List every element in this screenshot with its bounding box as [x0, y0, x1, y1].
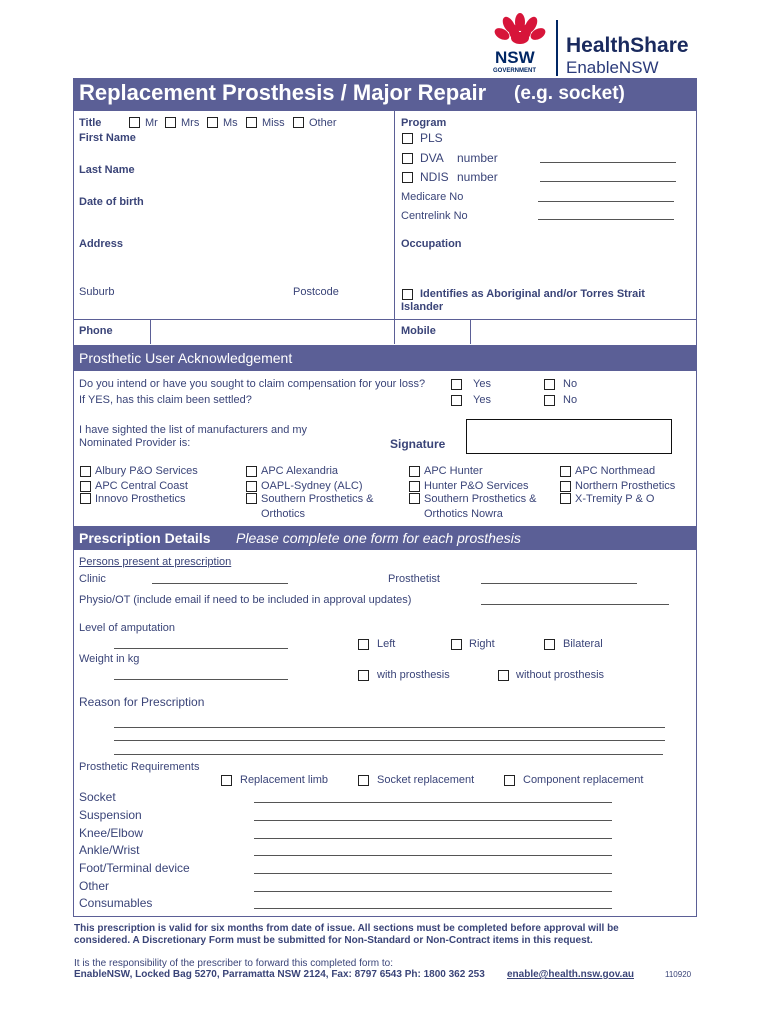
requirements-label: Prosthetic Requirements — [79, 761, 200, 773]
provider-apc-alexandria-label: APC Alexandria — [261, 465, 339, 477]
component-consumables-label: Consumables — [79, 896, 153, 910]
last-name-label: Last Name — [79, 164, 135, 176]
centrelink-label: Centrelink No — [401, 210, 468, 222]
provider-southern-label-line1: Southern Prosthetics & — [261, 493, 374, 505]
provider-southern-label-line2: Orthotics — [261, 508, 306, 520]
title-miss-checkbox[interactable] — [246, 117, 257, 128]
provider-oapl-checkbox[interactable] — [246, 481, 257, 492]
provider-apc-northmead-label: APC Northmead — [575, 465, 656, 477]
title-label: Title — [79, 117, 102, 129]
dva-number-label: number — [457, 151, 498, 165]
provider-apc-northmead-checkbox[interactable] — [560, 466, 571, 477]
component-ankle-wrist-label: Ankle/Wrist — [79, 843, 140, 857]
title-ms-checkbox[interactable] — [207, 117, 218, 128]
divider-phone — [150, 319, 151, 344]
provider-innovo-checkbox[interactable] — [80, 493, 91, 504]
provider-apc-alexandria-checkbox[interactable] — [246, 466, 257, 477]
medicare-label: Medicare No — [401, 191, 464, 203]
provider-hunter-po-checkbox[interactable] — [409, 481, 420, 492]
physio-field[interactable] — [481, 604, 669, 605]
provider-albury-label: Albury P&O Services — [95, 465, 198, 477]
title-mr-checkbox[interactable] — [129, 117, 140, 128]
ndis-number-field[interactable] — [540, 181, 676, 182]
centrelink-field[interactable] — [538, 219, 674, 220]
sighted-text-line2: Nominated Provider is: — [79, 437, 191, 449]
bilateral-label: Bilateral — [563, 638, 603, 650]
provider-xtremity-label: X-Tremity P & O — [575, 493, 655, 505]
provider-albury-checkbox[interactable] — [80, 466, 91, 477]
provider-southern-nowra-checkbox[interactable] — [409, 493, 420, 504]
right-checkbox[interactable] — [451, 639, 462, 650]
component-consumables-field[interactable] — [254, 908, 612, 909]
right-label: Right — [469, 638, 495, 650]
component-other-field[interactable] — [254, 891, 612, 892]
signature-label: Signature — [390, 437, 446, 451]
compensation-no-label: No — [563, 378, 578, 390]
dva-checkbox[interactable] — [402, 153, 413, 164]
physio-label: Physio/OT (include email if need to be included in approval updates) — [79, 594, 412, 606]
footer-email-link[interactable]: enable@health.nsw.gov.au — [507, 969, 634, 980]
settled-no-label: No — [563, 394, 578, 406]
divider-phone-top — [73, 319, 697, 320]
title-band — [73, 78, 697, 111]
reason-label: Reason for Prescription — [79, 695, 205, 709]
ack-band — [73, 345, 697, 371]
component-knee-elbow-label: Knee/Elbow — [79, 826, 144, 840]
compensation-question: Do you intend or have you sought to claim compensation for your loss? — [79, 378, 426, 390]
without-prosthesis-checkbox[interactable] — [498, 670, 509, 681]
compensation-no-checkbox[interactable] — [544, 379, 555, 390]
aboriginal-label-line2: Islander — [401, 301, 444, 313]
title-miss-label: Miss — [262, 117, 285, 129]
with-prosthesis-label: with prosthesis — [377, 669, 450, 681]
rx-subheading: Please complete one form for each prosthesis — [236, 530, 521, 546]
provider-apc-hunter-checkbox[interactable] — [409, 466, 420, 477]
pls-label: PLS — [420, 131, 443, 145]
provider-innovo-label: Innovo Prosthetics — [95, 493, 186, 505]
without-prosthesis-label: without prosthesis — [516, 669, 605, 681]
weight-field[interactable] — [114, 679, 288, 680]
logo-divider — [556, 20, 558, 76]
rx-band — [73, 526, 697, 550]
medicare-field[interactable] — [538, 201, 674, 202]
settled-question: If YES, has this claim been settled? — [79, 394, 252, 406]
logo-enablensw: EnableNSW — [566, 58, 659, 77]
with-prosthesis-checkbox[interactable] — [358, 670, 369, 681]
bilateral-checkbox[interactable] — [544, 639, 555, 650]
aboriginal-checkbox[interactable] — [402, 289, 413, 300]
first-name-label: First Name — [79, 132, 136, 144]
title-mrs-label: Mrs — [181, 117, 200, 129]
divider-mobile — [470, 319, 471, 344]
suburb-label: Suburb — [79, 286, 115, 298]
provider-southern-nowra-label-line2: Orthotics Nowra — [424, 508, 503, 520]
sighted-text-line1: I have sighted the list of manufacturers and my — [79, 424, 308, 436]
ndis-number-label: number — [457, 170, 498, 184]
footer-address: EnableNSW, Locked Bag 5270, Parramatta NSW 2124, Fax: 8797 6543 Ph: 1800 362 253 — [74, 969, 485, 980]
page-title: Replacement Prosthesis / Major Repair — [79, 80, 487, 105]
prosthetist-field[interactable] — [481, 583, 637, 584]
title-mrs-checkbox[interactable] — [165, 117, 176, 128]
component-other-label: Other — [79, 879, 110, 893]
replacement-limb-checkbox[interactable] — [221, 775, 232, 786]
persons-present-label: Persons present at prescription — [79, 556, 232, 568]
divider-personal-program — [394, 111, 395, 344]
settled-yes-label: Yes — [473, 394, 491, 406]
pls-checkbox[interactable] — [402, 133, 413, 144]
logo-nsw: NSW — [495, 48, 535, 67]
logo-healthshare: HealthShare — [566, 34, 689, 57]
component-replacement-label: Component replacement — [523, 774, 644, 786]
postcode-label: Postcode — [293, 286, 339, 298]
form-frame — [73, 110, 697, 917]
provider-northern-label: Northern Prosthetics — [575, 480, 676, 492]
dva-number-field[interactable] — [540, 162, 676, 163]
ndis-checkbox[interactable] — [402, 172, 413, 183]
provider-northern-checkbox[interactable] — [560, 481, 571, 492]
dob-label: Date of birth — [79, 196, 144, 208]
title-other-checkbox[interactable] — [293, 117, 304, 128]
provider-hunter-po-label: Hunter P&O Services — [424, 480, 529, 492]
component-knee-elbow-field[interactable] — [254, 838, 612, 839]
component-socket-label: Socket — [79, 790, 116, 804]
socket-replacement-label: Socket replacement — [377, 774, 475, 786]
amputation-field[interactable] — [114, 648, 288, 649]
left-checkbox[interactable] — [358, 639, 369, 650]
component-suspension-label: Suspension — [79, 808, 142, 822]
validity-text-line2: considered. A Discretionary Form must be submitted for Non-Standard or Non-Contract items in this request. — [74, 935, 593, 946]
phone-label: Phone — [79, 325, 113, 337]
provider-xtremity-checkbox[interactable] — [560, 493, 571, 504]
provider-apc-central-coast-label: APC Central Coast — [95, 480, 188, 492]
reason-line-1[interactable] — [114, 727, 665, 728]
provider-apc-hunter-label: APC Hunter — [424, 465, 483, 477]
ack-heading: Prosthetic User Acknowledgement — [79, 350, 293, 366]
weight-label: Weight in kg — [79, 653, 140, 665]
validity-text-line1: This prescription is valid for six months from date of issue. All sections must be completed before approval will be — [74, 923, 619, 934]
component-socket-field[interactable] — [254, 802, 612, 803]
title-other-label: Other — [309, 117, 337, 129]
responsibility-text: It is the responsibility of the prescriber to forward this completed form to: — [74, 958, 394, 969]
address-label: Address — [79, 238, 124, 250]
ndis-label: NDIS — [420, 170, 449, 184]
provider-oapl-label: OAPL-Sydney (ALC) — [261, 480, 363, 492]
provider-apc-central-coast-checkbox[interactable] — [80, 481, 91, 492]
component-replacement-checkbox[interactable] — [504, 775, 515, 786]
provider-southern-nowra-label-line1: Southern Prosthetics & — [424, 493, 537, 505]
compensation-yes-checkbox[interactable] — [451, 379, 462, 390]
rx-heading: Prescription Details — [79, 530, 211, 546]
left-label: Left — [377, 638, 396, 650]
component-suspension-field[interactable] — [254, 820, 612, 821]
replacement-limb-label: Replacement limb — [240, 774, 329, 786]
title-ms-label: Ms — [223, 117, 238, 129]
clinic-label: Clinic — [79, 573, 106, 585]
settled-no-checkbox[interactable] — [544, 395, 555, 406]
compensation-yes-label: Yes — [473, 378, 491, 390]
component-foot-terminal-field[interactable] — [254, 873, 612, 874]
clinic-field[interactable] — [152, 583, 288, 584]
prosthetist-label: Prosthetist — [388, 573, 440, 585]
settled-yes-checkbox[interactable] — [451, 395, 462, 406]
logo-government: GOVERNMENT — [493, 68, 537, 74]
reason-line-3[interactable] — [114, 754, 663, 755]
amputation-label: Level of amputation — [79, 622, 176, 634]
component-foot-terminal-label: Foot/Terminal device — [79, 861, 190, 875]
socket-replacement-checkbox[interactable] — [358, 775, 369, 786]
program-label: Program — [401, 117, 447, 129]
occupation-label: Occupation — [401, 238, 462, 250]
mobile-label: Mobile — [401, 325, 436, 337]
component-ankle-wrist-field[interactable] — [254, 855, 612, 856]
aboriginal-label-line1: Identifies as Aboriginal and/or Torres Strait — [420, 288, 645, 300]
dva-label: DVA — [420, 151, 444, 165]
title-mr-label: Mr — [145, 117, 158, 129]
reason-line-2[interactable] — [114, 740, 665, 741]
form-code: 110920 — [665, 970, 692, 979]
page-title-suffix: (e.g. socket) — [514, 83, 625, 104]
provider-southern-checkbox[interactable] — [246, 493, 257, 504]
signature-box[interactable] — [466, 419, 672, 454]
